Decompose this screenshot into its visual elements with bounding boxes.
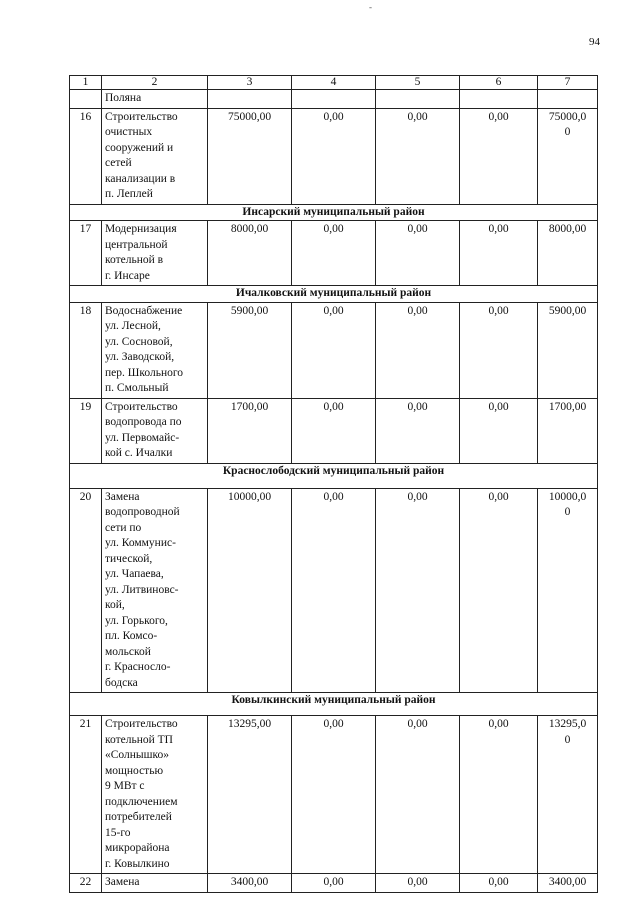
value-cell-6: 0,00: [460, 398, 538, 463]
value-cell-4: 0,00: [292, 221, 376, 286]
value-cell-5: 0,00: [376, 302, 460, 398]
row-number-cell: 21: [70, 716, 102, 874]
top-mark: -: [369, 2, 372, 12]
project-name-cell: Строительство очистных сооружений и сетей канализации в п. Леплей: [102, 108, 208, 204]
value-cell: [208, 90, 292, 109]
value-cell: [292, 90, 376, 109]
project-name-cell: Строительство водопровода по ул. Первомайс- кой с. Ичалки: [102, 398, 208, 463]
value-cell-3: 3400,00: [208, 874, 292, 893]
value-cell-6: 0,00: [460, 108, 538, 204]
funding-table: [69, 75, 598, 893]
value-cell-5: 0,00: [376, 221, 460, 286]
row-number-cell: 20: [70, 488, 102, 693]
value-cell-6: 0,00: [460, 302, 538, 398]
row-number-cell: [70, 90, 102, 109]
table-header-row: [70, 76, 598, 90]
table-row: [70, 302, 598, 398]
value-cell-7: 8000,00: [538, 221, 598, 286]
project-name-cell: Строительство котельной ТП «Солнышко» мощностью 9 МВт с подключением потребителей 15-го микрорайона г. Ковылкино: [102, 716, 208, 874]
project-name-cell: Водоснабжение ул. Лесной, ул. Сосновой, ул. Заводской, пер. Школьного п. Смольный: [102, 302, 208, 398]
value-cell-3: 10000,00: [208, 488, 292, 693]
value-cell: [538, 90, 598, 109]
table-row: [70, 108, 598, 204]
table-row: [70, 221, 598, 286]
district-row: [70, 693, 598, 716]
value-cell-6: 0,00: [460, 221, 538, 286]
value-cell-6: 0,00: [460, 874, 538, 893]
row-number-cell: 16: [70, 108, 102, 204]
value-cell-5: 0,00: [376, 488, 460, 693]
value-cell-3: 13295,00: [208, 716, 292, 874]
value-cell: [376, 90, 460, 109]
row-number-cell: 17: [70, 221, 102, 286]
project-name-cell: Модернизация центральной котельной в г. Инсаре: [102, 221, 208, 286]
table-row: [70, 716, 598, 874]
row-number-cell: 22: [70, 874, 102, 893]
value-cell-4: 0,00: [292, 716, 376, 874]
value-cell-5: 0,00: [376, 108, 460, 204]
value-cell-7: 75000,0 0: [538, 108, 598, 204]
value-cell-6: 0,00: [460, 488, 538, 693]
column-header: 4: [292, 76, 376, 90]
value-cell-5: 0,00: [376, 716, 460, 874]
district-title: Ичалковский муниципальный район: [70, 286, 598, 303]
value-cell-3: 5900,00: [208, 302, 292, 398]
district-row: [70, 204, 598, 221]
project-name-cell: Замена водопроводной сети по ул. Коммунис- тической, ул. Чапаева, ул. Литвиновс- кой, ул. Горького, пл. Комсо- мольской г. Краснослo- бодска: [102, 488, 208, 693]
column-header: 1: [70, 76, 102, 90]
value-cell-4: 0,00: [292, 488, 376, 693]
value-cell-7: 10000,0 0: [538, 488, 598, 693]
project-name-cell: Замена: [102, 874, 208, 893]
district-title: Краснослободский муниципальный район: [70, 463, 598, 488]
value-cell: [460, 90, 538, 109]
column-header: 6: [460, 76, 538, 90]
value-cell-6: 0,00: [460, 716, 538, 874]
value-cell-7: 3400,00: [538, 874, 598, 893]
value-cell-4: 0,00: [292, 302, 376, 398]
column-header: 5: [376, 76, 460, 90]
value-cell-4: 0,00: [292, 108, 376, 204]
district-row: [70, 286, 598, 303]
table-row: [70, 874, 598, 893]
district-title: Инсарский муниципальный район: [70, 204, 598, 221]
value-cell-3: 1700,00: [208, 398, 292, 463]
page-number: 94: [589, 36, 600, 48]
column-header: 7: [538, 76, 598, 90]
value-cell-3: 8000,00: [208, 221, 292, 286]
district-row: [70, 463, 598, 488]
value-cell-7: 1700,00: [538, 398, 598, 463]
value-cell-7: 5900,00: [538, 302, 598, 398]
column-header: 3: [208, 76, 292, 90]
value-cell-5: 0,00: [376, 874, 460, 893]
table-row: [70, 90, 598, 109]
value-cell-4: 0,00: [292, 398, 376, 463]
value-cell-7: 13295,0 0: [538, 716, 598, 874]
value-cell-3: 75000,00: [208, 108, 292, 204]
row-number-cell: 18: [70, 302, 102, 398]
table-row: [70, 398, 598, 463]
table-row: [70, 488, 598, 693]
project-name-cell: Поляна: [102, 90, 208, 109]
district-title: Ковылкинский муниципальный район: [70, 693, 598, 716]
value-cell-4: 0,00: [292, 874, 376, 893]
value-cell-5: 0,00: [376, 398, 460, 463]
column-header: 2: [102, 76, 208, 90]
row-number-cell: 19: [70, 398, 102, 463]
